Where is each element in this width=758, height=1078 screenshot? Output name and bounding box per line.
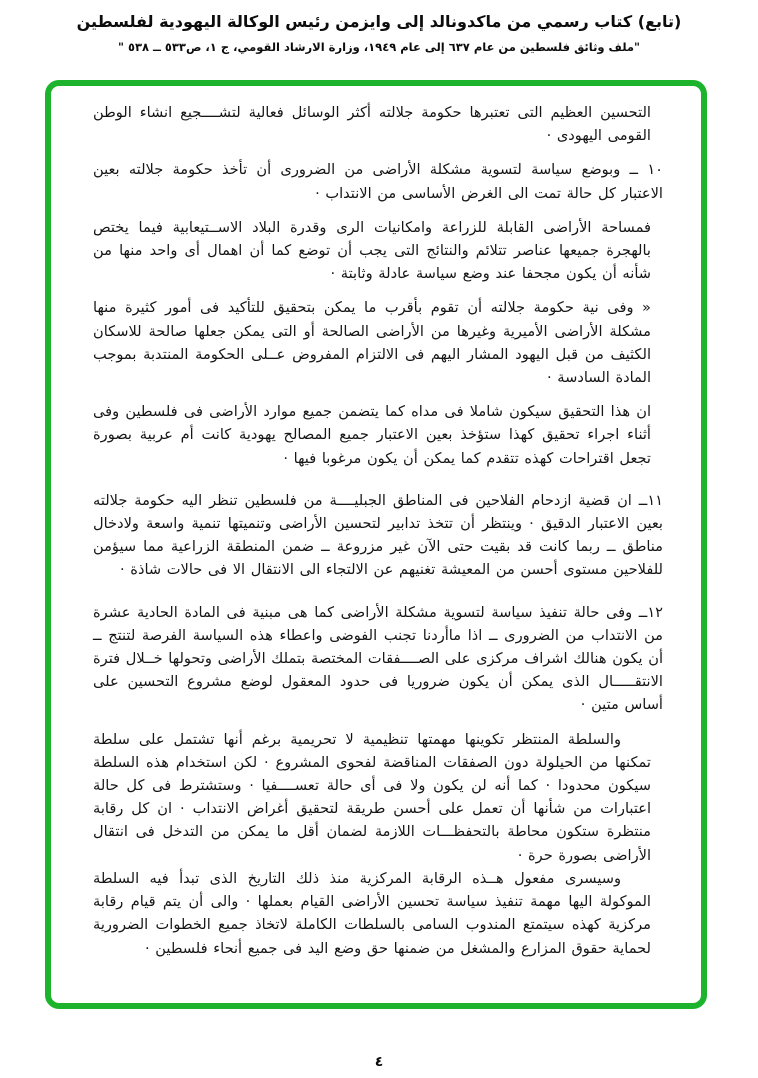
paragraph-government-intent: « وفى نية حكومة جلالته أن تقوم بأقرب ما يمكن بتحقيق للتأكيد فى أمور كثيرة منها مشكلة الأراضى الأميرية وغيرها من الأراضى الصالحة أو التى يمكن جعلها صالحة للاسكان الكثيف من قبل اليهود المشار اليهم فى الالتزام المفروض عــلى الحكومة المنتدبة بموجب المادة السادسة · — [93, 299, 651, 387]
paragraph-clause-10: ١٠ ــ وبوضع سياسة لتسوية مشكلة الأراضى من الضرورى أن تأخذ حكومة جلالته بعين الاعتبار كل حالة تمت الى الغرض الأساسى من الانتداب · — [93, 161, 663, 202]
paragraph-central-control: وسيسرى مفعول هــذه الرقابة المركزية منذ ذلك التاريخ الذى تبدأ فيه السلطة الموكولة اليها مهمة تنفيذ سياسة تحسين الأراضى القيام بعملها · والى أن يتم قيام رقابة مركزية كهذه سيتمتع المندوب السامى بالسلطات الكاملة لاتخاذ جميع الخطوات الضرورية لحماية حقوق المزارع والمشغل من ضمنها حق وضع اليد فى جميع أنحاء فلسطين · — [93, 869, 651, 957]
paragraph-clause-11: ١١ــ ان قضية ازدحام الفلاحين فى المناطق الجبليــــة من فلسطين تنظر اليه حكومة جلالته بعين الاعتبار الدقيق · وينتظر أن تتخذ تدابير لتحسين الأراضى وتنميتها تنمية واسعة ولادخال مناطق ــ ربما كانت قد بقيت حتى الآن غير مزروعة ــ ضمن المنطقة الزراعية مما سيؤمن للفلاحين مستوى أحسن من المعيشة تغنيهم عن الالتجاء الى الانتقال الا فى حالات شاذة · — [93, 491, 663, 579]
document-source-citation: "ملف وثائق فلسطين من عام ٦٣٧ إلى عام ١٩٤٩، وزارة الارشاد القومي، ج ١، ص٥٣٣ ــ ٥٣٨ " — [117, 40, 641, 54]
document-title: (تابع) كتاب رسمي من ماكدونالد إلى وايزمن رئيس الوكالة اليهودية لفلسطين — [76, 12, 682, 31]
paragraph-clause-12: ١٢ــ وفى حالة تنفيذ سياسة لتسوية مشكلة الأراضى كما هى مبنية فى المادة الحادية عشرة من الانتداب من الضرورى ــ اذا ماأردنا تجنب الفوضى واعطاء هذه السياسة الفرصة لتنتج ــ أن يكون هنالك اشراف مركزى على الصــــفقات المختصة بتملك الأراضى وتحولها خــلال فترة الانتقـــــال الذى يمكن أن يكون ضروريا فى حدود المعقول لوضع مشروع التحسين على أساس متين · — [93, 603, 663, 714]
paragraph-inquiry-scope: ان هذا التحقيق سيكون شاملا فى مداه كما يتضمن جميع موارد الأراضى فى فلسطين وفى أثناء اجراء تحقيق كهذا ستؤخذ بعين الاعتبار جميع المصالح يهودية كانت أم عربية بصورة تجعل اقتراحات كهذه تتقدم كما يمكن أن يكون مرغوبا فيها · — [93, 403, 651, 467]
paragraph-authority-role: والسلطة المنتظر تكوينها مهمتها تنظيمية لا تحريمية برغم أنها تشتمل على سلطة تمكنها من الحيلولة دون الصفقات المناقضة لفحوى المشروع · لكن استخدام هذه السلطة سيكون محدودا · كما أنه لن يكون ولا فى أى حالة تعســــفيا · وستشترط فى كل حالة اعتبارات من شأنها أن تعمل على أحسن طريقة لتحقيق أغراض الانتداب · ان كل رقابة منتظرة ستكون محاطة بالتحفظـــات اللازمة لضمان أقل ما يمكن من التدخل فى انتقال الأراضى بصورة حرة · — [93, 730, 651, 864]
page-number: ٤ — [374, 1054, 384, 1070]
content-frame — [45, 80, 707, 1009]
page-header — [0, 10, 758, 55]
paragraph-continuation: التحسين العظيم التى تعتبرها حكومة جلالته أكثر الوسائل فعالية لتشــــجيع انشاء الوطن القومى اليهودى · — [93, 104, 651, 145]
paragraph-land-area: فمساحة الأراضى القابلة للزراعة وامكانيات الرى وقدرة البلاد الاســتيعابية فيما يختص بالهجرة جميعها عناصر تتلائم والنتائج التى يجب أن توضع كما أن اهمال أى واحد منها من شأنه أن يكون مجحفا عند وضع سياسة عادلة وثابتة · — [93, 218, 651, 283]
